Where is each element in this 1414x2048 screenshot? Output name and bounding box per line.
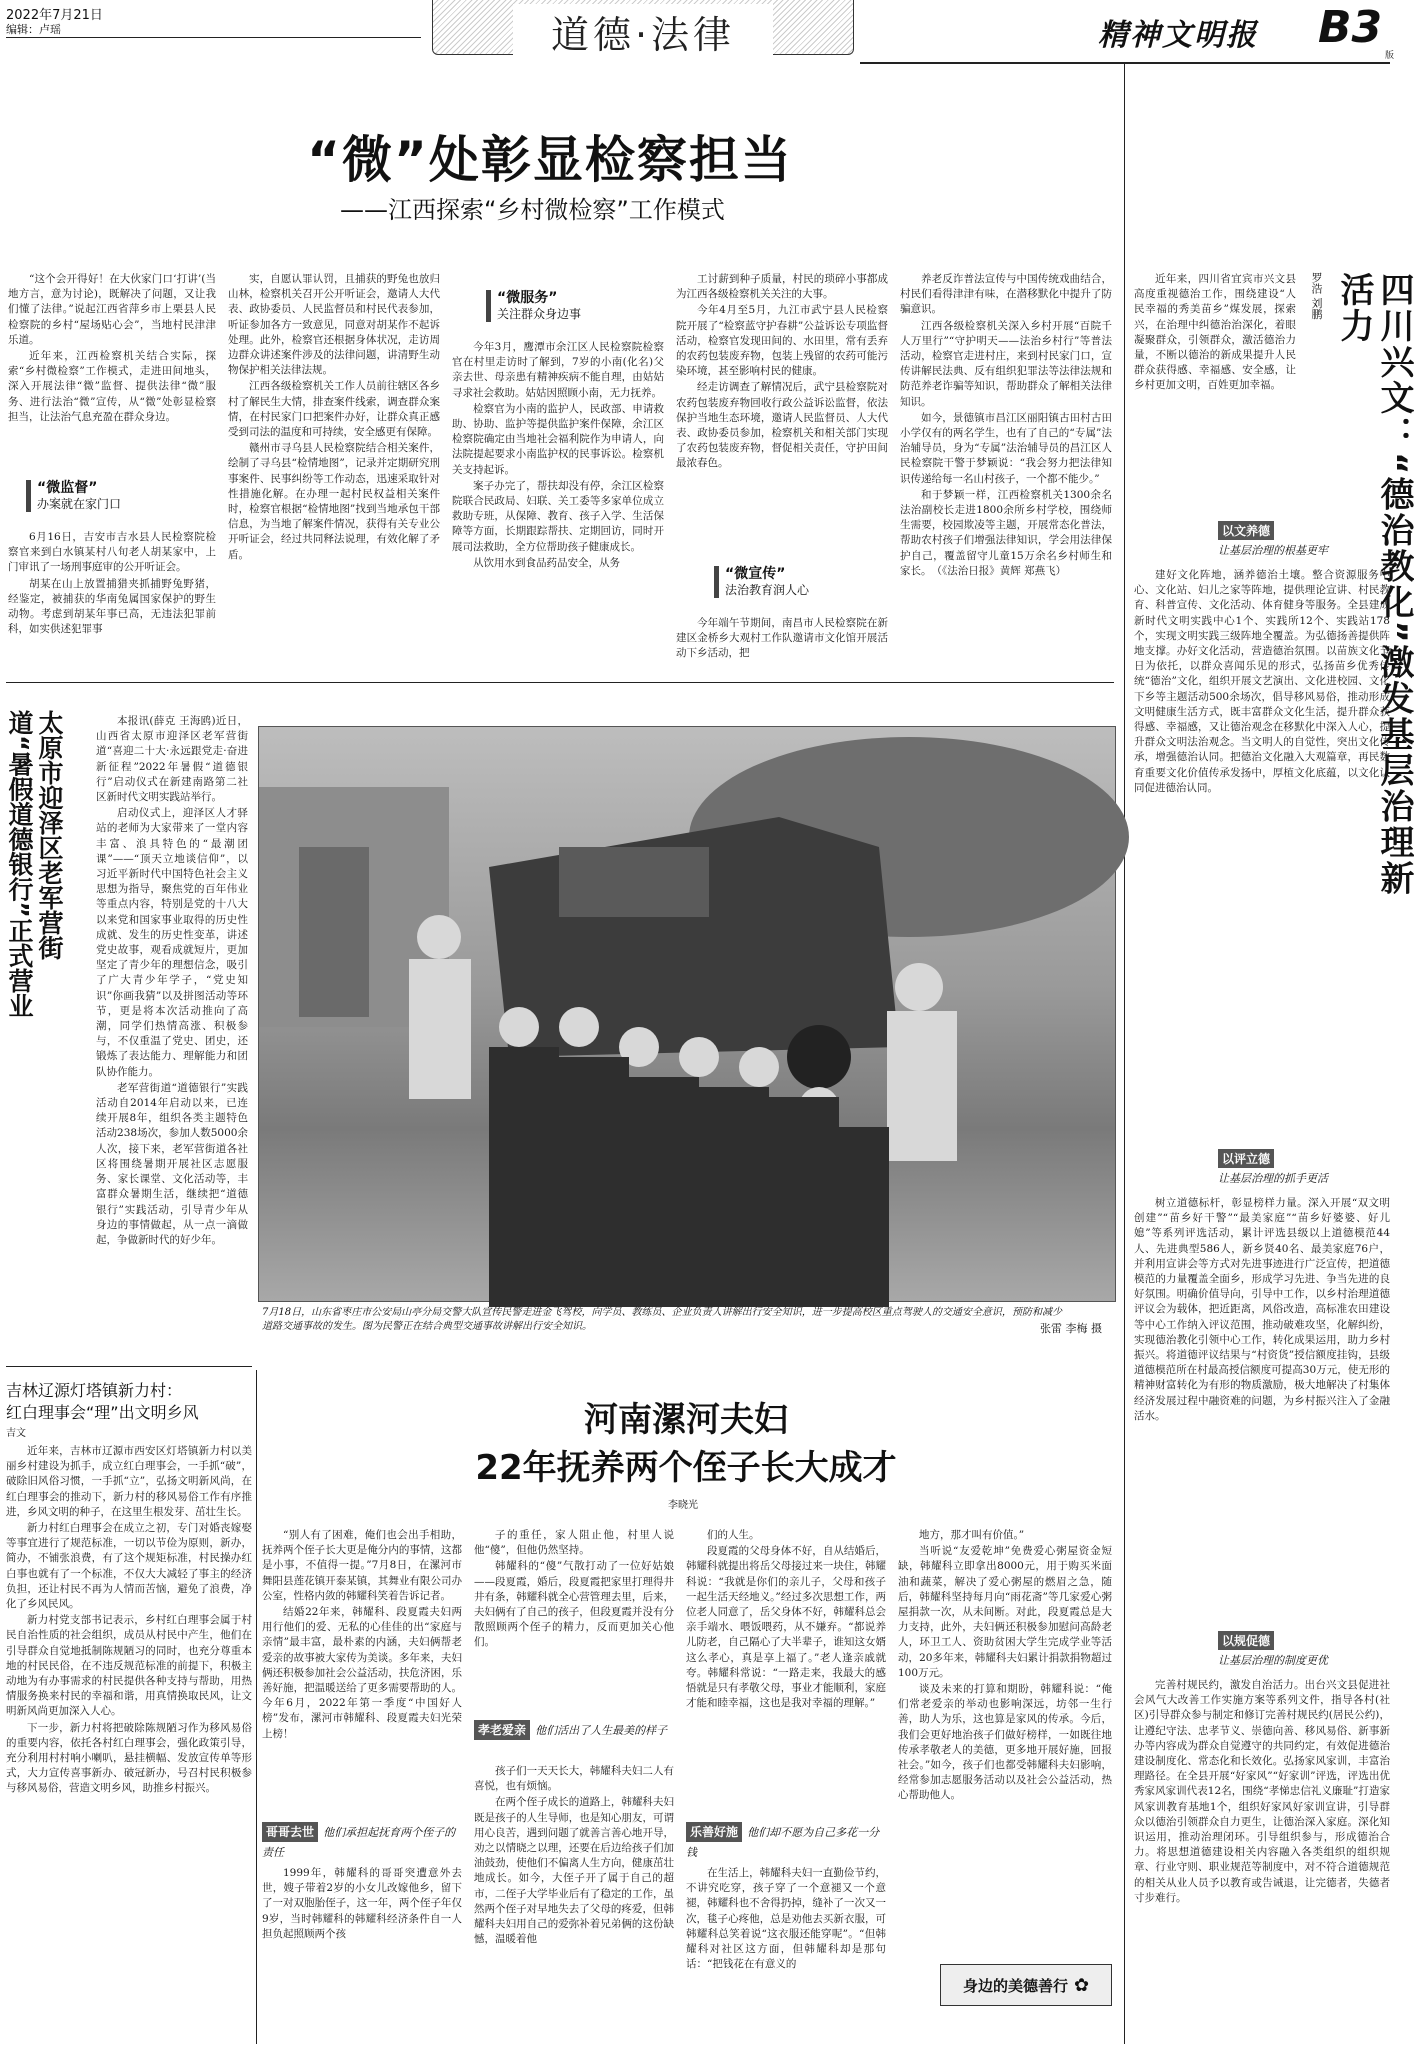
subhead-text: 办案就在家门口 (37, 497, 122, 511)
henan-col-4 (898, 1528, 1112, 1958)
paragraph: 新力村党支部书记表示，乡村红白理事会属于村民自治性质的社会组织，成员从村民中产生，他们在引导群众自觉地抵制陈规陋习的同时，也充分尊重本地的村民民俗，在不违反规范标准的前提下，积极主动地为有办事需求的村民提供各种支持与帮助，用热情服务换来村民的幸福和谐，用真情换取民风，让文明新风尚更加深入人心。 (6, 1614, 252, 1718)
left-article-bottom-rule (6, 1366, 252, 1367)
page-number: B3 (1318, 2, 1383, 53)
right-tag-1 (1218, 520, 1274, 540)
jilin-text (6, 1444, 252, 2044)
right-tagline-3: 让基层治理的制度更优 (1218, 1654, 1328, 1667)
right-intro (1134, 272, 1296, 512)
right-tag-3 (1218, 1630, 1274, 1650)
section-banner (432, 0, 854, 55)
section-title: 道德·法律 (513, 4, 773, 59)
henan-tag-1 (262, 1822, 462, 1862)
paper-name: 精神文明报 (1098, 18, 1258, 53)
paragraph: 近年来，江西检察机关结合实际，探索“乡村微检察”工作模式，走进田间地头，深入开展法律“微”监督、提供法律“微”服务、进行法治“微”宣传，从“微”处彰显检察担当，让法治气息充盈在群众身边。 (8, 350, 216, 423)
main-col-1 (8, 272, 216, 468)
henan-col-2b (474, 1764, 674, 2042)
henan-col-3b (686, 1866, 886, 2042)
main-title: “微”处彰显检察担当 (307, 131, 793, 189)
henan-col-1b (262, 1866, 462, 2042)
paragraph: 实，自愿认罪认罚，且捕获的野兔也放归山林，检察机关召开公开听证会，邀请人大代表、政协委员、人民监督员和村民代表参加，听证参加各方一致意见，同意对胡某作不起诉处理。此外，检察官还根据身体状况，走访周边群众讲述案件涉及的法律问题，讲清野生动物保护相关法律法规。 (228, 273, 440, 377)
subhead-micro-service (486, 290, 581, 322)
right-tagline-2: 让基层治理的抓手更活 (1218, 1172, 1328, 1185)
photo-illustration (259, 727, 1115, 1301)
henan-tag-2 (474, 1720, 674, 1740)
jilin-divider (256, 1370, 257, 2044)
main-subtitle: ——江西探索“乡村微检察”工作模式 (340, 196, 725, 224)
masthead-rule-left (6, 37, 421, 38)
paragraph: 和于梦颖一样，江西检察机关1300余名法治副校长走进1800余所乡村学校，围绕师生需要，校园欺凌等主题，开展常态化普法，帮助农村孩子们增强法律知识，学会用法律保护自己，覆盖留守儿童15万余名乡村师生和家长。 （《法治日报》黄辉 郑燕飞） (900, 488, 1112, 577)
photo-credit: 张雷 李梅 摄 (1040, 1322, 1102, 1335)
paragraph: 结婚22年来，韩耀科、段夏霞夫妇两用行他们的爱、无私的心佳佳的出“家庭与亲情”最丰富，最朴素的内涵，夫妇俩帮老爱亲的故事被大家传为美谈。多年来，夫妇俩还积极参加社会公益活动，扶危济困，乐善好施，把温暖送给了更多需要帮助的人。今年6月，2022年第一季度“中国好人榜”发布，漯河市韩耀科、段夏霞夫妇光荣上榜！ (262, 1606, 462, 1740)
paragraph: 本报讯(薛克 王海鸥)近日，山西省太原市迎泽区老军营街道“喜迎二十大·永远跟党走·奋进新征程”2022年暑假“道德银行”启动仪式在新建南路第二社区新时代文明实践站举行。 (96, 715, 248, 804)
right-text-1 (1134, 568, 1390, 1148)
paragraph: 检察官为小南的监护人，民政部、申请救助、协助、监护等提供监护案件保障，余江区检察院确定由当地社会福利院作为申请人，向法院提起要求小南监护权的民事诉讼。检察机关支持起诉。 (452, 402, 664, 476)
paragraph: 近年来，四川省宜宾市兴文县高度重视德治工作，围绕建设“人民幸福的秀美苗乡”煤发展，探索兴，在治理中纠德治治深化，着眼凝聚群众，引领群众，激活德治力量，不断以德治的新成果提升人民群众获得感、幸福感、安全感，让乡村更加文明，百姓更加幸福。 (1134, 273, 1296, 392)
jilin-author: 吉文 (6, 1428, 26, 1439)
tag-label: 乐善好施 (686, 1822, 742, 1842)
paragraph: 江西各级检察机关深入乡村开展“百院千人万里行”“守护明天——法治乡村行”等普法活动，检察官走进村庄，来到村民家门口，宣传讲解民法典、反有组织犯罪法等法律法规和防范养老诈骗等知识，帮助群众了解相关法律知识。 (900, 319, 1112, 408)
subhead-micro-supervision (26, 480, 121, 512)
paragraph: 今年4月至5月，九江市武宁县人民检察院开展了“检察蓝守护春耕”公益诉讼专项监督活动，检察官发现田间的、水田里，常有丢弃的农药包装废弃物，包装上残留的农药可能污染环境，甚至影响村民的健康。 (676, 304, 888, 378)
paragraph: 树立道德标杆，彰显榜样力量。深入开展“双文明创建”“苗乡好干警”“最美家庭”“苗乡好婆婆、好儿媳”等系列评选活动，累计评选县级以上道德模范44人、先进典型586人，新乡贤40名、最美家庭76户，并利用宣讲会等方式对先进事迹进行广泛宣传，把道德模范的力量覆盖全面乡，形成学习先进、争当先进的良好氛围。明确价值导向，引导中工作，以乡村治理道德评议会为载体，把近距离，风俗改造，高标准农田建设等中心工作纳入评议范围，推动破难攻坚，化解纠纷，实现德治教化引领中心工作，转化成果运用，助力乡村振兴。将道德评议结果与“村资货”授信额度挂钩，县级道德模范所在村最高授信额度可提高30万元，使无形的精神财富转化为有形的物质激励，极大地解决了村集体经济发展过程中融资难的问题，为乡村振兴注入了金融活水。 (1134, 1197, 1390, 1422)
tag-label: 以评立德 (1218, 1149, 1274, 1168)
main-col-5 (900, 272, 1112, 672)
right-text-2 (1134, 1196, 1390, 1620)
subhead-title: “微服务” (497, 290, 558, 306)
paragraph: 今年端午节期间，南昌市人民检察院在新建区金桥乡大观村工作队邀请市文化馆开展活动下乡活动，把 (676, 617, 888, 660)
photo-caption (262, 1306, 1062, 1334)
henan-col-3 (686, 1528, 886, 1810)
paragraph: 段夏霞的父母身体不好，自从结婚后，韩耀科就提出将岳父母接过来一块住，韩耀科说：“我就是你们的亲儿子，父母和孩子一起生活天经地义。”经过多次思想工作，两位老人同意了，岳父身体不好，韩耀科总会亲手端水、喂饭喂药，从不嫌弃。“都说养儿防老，自己隔心了大半辈子，谁知这女婿这么孝心，真是享上福了。”老人逢亲戚就夸。韩耀科常说：“一路走来，我最大的感悟就是只有孝敬父母，事业才能顺利，家庭才能和睦幸福，这也是我对幸福的理解。” (686, 1545, 886, 1710)
henan-title-line1: 河南漯河夫妇 (584, 1400, 788, 1440)
bus-wheel (787, 1025, 851, 1089)
paragraph: 韩耀科的“傻”气散打动了一位好姑娘——段夏霞，婚后，段夏霞把家里打理得井井有条，韩耀科就全心营管理去里，后来，夫妇俩有了自己的孩子，但段夏霞并没有分散照顾两个侄子的精力，反而更加关心他们。 (474, 1560, 674, 1649)
subhead-title: “微监督” (37, 480, 98, 496)
tag-label: 孝老爱亲 (474, 1720, 530, 1740)
tag-label: 以文养德 (1218, 521, 1274, 540)
virtue-badge (940, 1964, 1112, 2006)
paragraph: 从饮用水到食品药品安全，从务 (473, 556, 620, 569)
tag-line: 他们承担起抚育两个侄子的责任 (262, 1826, 456, 1859)
main-col-4 (676, 272, 888, 562)
paragraph: 新力村红白理事会在成立之初，专门对婚丧嫁娶等事宜进行了规范标准，一切以节俭为原则，新办，简办，不铺张浪费，有了这个规矩标准，村民操办红白事也就有了一个标准，不仅大大减轻了事主的经济负担，还让村民不再为人情而苦恼，避免了浪费，净化了乡风民风。 (6, 1522, 252, 1611)
caption-text: 7月18日，山东省枣庄市公安局山亭分局交警大队宣传民警走进金飞驾校，向学员、教练员、企业负责人讲解出行安全知识，进一步提高校区重点驾驶人的交通安全意识，预防和减少道路交通事故的发生。图为民警正在结合典型交通事故讲解出行安全知识。 (262, 1307, 1062, 1332)
masthead-editor: 编辑：卢瑶 (6, 23, 61, 36)
paragraph: 子的重任，家人阻止他，村里人说他“傻”，但他仍然坚持。 (474, 1529, 674, 1557)
paragraph: 在生活上，韩耀科夫妇一直勤俭节约，不讲究吃穿，孩子穿了一个意褪又一个意褪，韩耀科也不舍得扔掉，缝补了一次又一次，毯子心疼他，总是劝他去买新衣服，可韩耀科总笑着说“这衣服还能穿呢”。“但韩耀科对社区这方面，但韩耀科却是那句话：“把钱花在有意义的 (686, 1867, 886, 1971)
paragraph: 如今，景德镇市昌江区丽阳镇古田村古田小学仅有的两名学生，也有了自己的“专属”法治辅导员，身为“专属”法治辅导员的昌江区人民检察院干警于梦颖说：“我会努力把法律知识传递给每一名山村孩子，一个都不能少。” (900, 411, 1112, 485)
paragraph: 启动仪式上，迎泽区人才驿站的老师为大家带来了一堂内容丰富、浪具特色的“最潮团课”——“顶天立地谈信仰”，以习近平新时代中国特色社会主义思想为指导，聚焦党的百年伟业等重点内容，特别是党的十八大以来党和国家事业取得的历史性成就、发生的历史性变革，讲述党史故事，观看成就短片，更加坚定了青少年的理想信念，吸引了广大青少年学子，“党史知识”你画我猜”以及拼图活动等环节，更是将本次活动推向了高潮，同学们热情高涨、积极参与，不仅重温了党史、团史，还锻炼了表达能力、理解能力和团队协作能力。 (96, 807, 248, 1078)
paragraph: 老军营街道“道德银行”实践活动自2014年启动以来，已连续开展8年，组织各类主题特色活动238场次，参加人数5000余人次，接下来，老军营街道各社区将围绕暑期开展社区志愿服务、家长课堂、文化活动等，丰富群众暑期生活，继续把“道德银行”实践活动，引导青少年从身边的事情做起，从一点一滴做起，争做新时代的好少年。 (96, 1081, 248, 1246)
right-article-author: 罗浩 刘鹏 (1310, 272, 1323, 320)
main-col-1b (8, 530, 216, 670)
tag-line: 他们活出了人生最美的样子 (535, 1724, 668, 1737)
paragraph: “这个会开得好！在大伙家门口‘打讲’(当地方言，意为讨论)，既解决了问题，又让我们懂了法律。”说起江西省萍乡市上栗县人民检察院的乡村“屋场贴心会”，当地村民津津乐道。 (8, 273, 216, 346)
news-photo (258, 726, 1116, 1302)
main-article-bottom-rule (6, 682, 1114, 683)
henan-tag-3 (686, 1822, 886, 1862)
main-col-4b (676, 616, 888, 672)
subhead-text: 法治教育润人心 (725, 583, 810, 597)
paragraph: 谈及未来的打算和期盼，韩耀科说：“俺们常老爱亲的举动也影响深远，坊邻一生行善，助人为乐，这也算是家风的传承。今后，我们会更好地治孩子们做好榜样，一如既往地传承孝敬老人的美德，更多地开展好施，回报社会。”如今，孩子们也都受韩耀科夫妇影响，经常参加志愿服务活动以及社会公益活动，热心帮助他人。 (898, 1683, 1112, 1802)
right-text-3 (1134, 1678, 1390, 2042)
paragraph: 下一步，新力村将把破除陈规陋习作为移风易俗的重要内容，依托各村红白理事会，强化政策引导，充分利用村村响小喇叭，悬挂横幅、发放宣传单等形式，大力宣传喜事新办、破冠新办，号召村民积极参与移风易俗，营造文明乡风，助推乡村振兴。 (6, 1721, 252, 1795)
henan-col-2 (474, 1528, 674, 1708)
paragraph: 在两个侄子成长的道路上，韩耀科夫妇既是孩子的人生导师，也是知心朋友，可谓用心良苦，遇到问题了就善言善心地开导，劝之以情晓之以理，还要在后边给孩子们加油鼓劲，使他们不偏离人生方向，健康茁壮地成长。如今，大侄子开了属于自己的超市，二侄子大学毕业后有了稳定的工作，虽然两个侄子对早地失去了父母的疼爱，但韩耀科夫妇用自己的爱弥补着兄弟俩的这份缺憾，温暖着他 (474, 1796, 674, 1946)
tag-label: 以规促德 (1218, 1631, 1274, 1650)
paragraph: 们的人生。 (707, 1529, 760, 1541)
main-col-2 (228, 272, 440, 672)
masthead-rule-right (860, 62, 1390, 64)
paragraph: 当听说“友爱乾坤”免费爱心粥屋资金短缺，韩耀科立即拿出8000元，用于购买米面油和蔬菜，解决了爱心粥屋的燃眉之急，随后，韩耀科坚持每月向“雨花斋”等几家爱心粥屋捐款一次，从未间断。对此，段夏霞总是大力支持，此外，夫妇俩还积极参加慰问高龄老人，环卫工人、资助贫困大学生完成学业等活动，20多年来，韩耀科夫妇累计捐款捐物超过100万元。 (898, 1545, 1112, 1679)
paragraph: 案子办完了，帮扶却没有停，余江区检察院联合民政局、妇联、关工委等多家单位成立救助专班，从保障、教育、孩子入学、生活保障等方面，长期跟踪帮扶、定期回访，同时开展司法救助，全方位帮助孩子健康成长。 (452, 479, 664, 553)
tag-label: 哥哥去世 (262, 1822, 318, 1842)
jilin-title-line1: 吉林辽源灯塔镇新力村： (6, 1381, 183, 1400)
right-article-title: 四川兴文：“德治教化”激发基层治理新活力 (1334, 272, 1414, 897)
paragraph: 孩子们一天天长大，韩耀科夫妇二人有喜悦，也有烦恼。 (474, 1765, 674, 1793)
masthead-date: 2022年7月21日 (6, 8, 103, 23)
page-suffix: 版 (1385, 51, 1395, 61)
paragraph: 胡某在山上放置捕猎夹抓捕野兔野猪，经鉴定，被捕获的华南兔属国家保护的野生动物。考虑到胡某年事已高，无违法犯罪前科，如实供述犯罪事 (8, 577, 216, 636)
paragraph: 经走访调查了解情况后，武宁县检察院对农药包装废弃物回收行政公益诉讼监督，依法保护当地生态环境，邀请人民监督员、人大代表、政协委员参加，检察机关和相关部门实现了农药包装废弃物，督促相关责任，守护田间最浓春色。 (676, 381, 888, 470)
henan-col-1 (262, 1528, 462, 1813)
subhead-text: 关注群众身边事 (497, 307, 582, 321)
jilin-title-line2: 红白理事会“理”出文明乡风 (6, 1403, 199, 1422)
henan-author: 李晓光 (668, 1500, 698, 1511)
bus-window (559, 847, 709, 917)
paragraph: 工讨薪到种子质量，村民的琐碎小事都成为江西各级检察机关关注的大事。 (676, 273, 888, 301)
paragraph: 完善村规民约，激发自治活力。出台兴文县促进社会风气大改善工作实施方案等系列文件，指导各村(社区)引导群众参与制定和修订完善村规民约(居民公约)，让遵纪守法、忠孝节义、崇德向善、移风易俗、新事新办等内容成为群众自觉遵守的共同约定，有效促进德治建设制度化、常态化和长效化。弘扬家风家训，丰富治理路径。在全县开展“好家风”“好家训”评选，评选出优秀家风家训代表12名，围绕“孝悌忠信礼义廉耻”打造家风家训教育基地1个，组织好家风好家训宣讲，引导群众以德治引领群众自力更生，让德治深入家庭。深化知识运用，推动治理闭环。引导组织参与，形成德治合力。将思想道德建设相关内容融入各类组织的组织规章、行业守则、职业规范等制度中，对不符合道德规范的相关从业人员予以教育或告诫退，让完德者，失德者寸步难行。 (1134, 1679, 1390, 1904)
right-tagline-1: 让基层治理的根基更牢 (1218, 544, 1328, 557)
paragraph: 6月16日，吉安市吉水县人民检察院检察官来到白水镇某村八旬老人胡某家中，上门审讯了一场刑事庭审的公开听证会。 (8, 531, 216, 574)
paragraph: 建好文化阵地，涵养德治土壤。整合资源服务中心、文化站、妇儿之家等阵地，提供理论宣讲、村民教育、科普宣传、文化活动、体育健身等服务。全县建成新时代文明实践中心1个、实践所12个、实践站178个，实现文明实践三级阵地全覆盖。为弘德扬善提供阵地支撑。办好文化活动，营造德治氛围。以苗族文化节日为依托，以群众喜闻乐见的形式，弘扬苗乡优秀传统“德治”文化，组织开展文艺演出、文化进校园、文化下乡等主题活动500余场次，倡导移风易俗，推动形成文明健康生活方式，既丰富群众文化生活，提升群众获得感、幸福感，又让德治观念在移默化中深入人心，提升群众文明法治观念。当文明人的自觉性，突出文化传承，增强德治认同。把德治文化融入大观篇章，再民数育重要文化价值传承发扬中，厚植文化底蕴，以文化认同促进德治认同。 (1134, 569, 1390, 794)
subhead-micro-publicity (714, 566, 809, 598)
paragraph: 1999年，韩耀科的哥哥突遭意外去世，嫂子带着2岁的小女儿改嫁他乡，留下了一对双胞胎侄子，这一年，两个侄子年仅9岁，当时韩耀科的韩耀科经济条件自一人担负起照顾两个孩 (262, 1867, 462, 1940)
main-col-3 (452, 340, 664, 672)
paragraph: 今年3月，鹰潭市余江区人民检察院检察官在村里走访时了解到，7岁的小南(化名)父亲去世、母亲患有精神疾病不能自理，由姑姑寻求社会救助。姑姑因照顾小南，无力抚养。 (452, 341, 664, 399)
paragraph: 近年来，吉林市辽源市西安区灯塔镇新力村以美丽乡村建设为抓手，成立红白理事会，一手抓“破”，破除旧风俗习惯，一手抓“立”，弘扬文明新风尚，在红白理事会的推动下，新力村的移风易俗工作有序推进，乡风文明的种子，在这里生根发芽、茁壮生长。 (6, 1445, 252, 1518)
left-article-text (96, 714, 248, 1354)
paragraph: 地方，那才叫有价值。” (919, 1529, 1025, 1541)
badge-label: 身边的美德善行 (962, 1976, 1068, 1995)
subhead-title: “微宣传” (725, 566, 786, 582)
paragraph: 赣州市寻乌县人民检察院结合相关案件，绘制了寻乌县“检情地图”，记录并定期研究刑事案件、民事纠纷等工作动态，迅速采取针对性措施化解。在办理一起村民权益相关案件时，检察官根据“检情地图”找到当地承包干部信息，为当地了解案件情况，获得有关专业公开听证会，经过共同释法说理，有效化解了矛盾。 (228, 442, 440, 561)
paragraph: 养老反诈普法宣传与中国传统戏曲结合，村民们看得津津有味，在潜移默化中提升了防骗意识。 (900, 273, 1112, 316)
flower-icon: ✿ (1073, 1974, 1090, 1996)
tag-line: 他们却不愿为自己多花一分钱 (686, 1826, 880, 1859)
left-article-title: 太原市迎泽区老军营街道“暑假道德银行”正式营业 (5, 710, 64, 1018)
henan-title-line2: 22年抚养两个侄子长大成才 (475, 1448, 897, 1488)
right-tag-2 (1218, 1148, 1274, 1168)
building-door (299, 847, 369, 1017)
paragraph: 江西各级检察机关工作人员前往辖区各乡村了解民生大情，排查案件线索，调查群众案情，在村民家门口把案件办好，让群众真正感受到司法的温度和可持续，安全感更有保障。 (228, 380, 440, 439)
right-column-divider (1124, 64, 1125, 2044)
paragraph: “别人有了困难，俺们也会出手相助，抚养两个侄子长大更是俺分内的事情，这都是小事，不值得一提。”7月8日，在漯河市舞阳县莲花镇开泰某镇，其舞业有限公司办公室，性格内敛的韩耀科笑着告诉记者。 (262, 1529, 462, 1602)
